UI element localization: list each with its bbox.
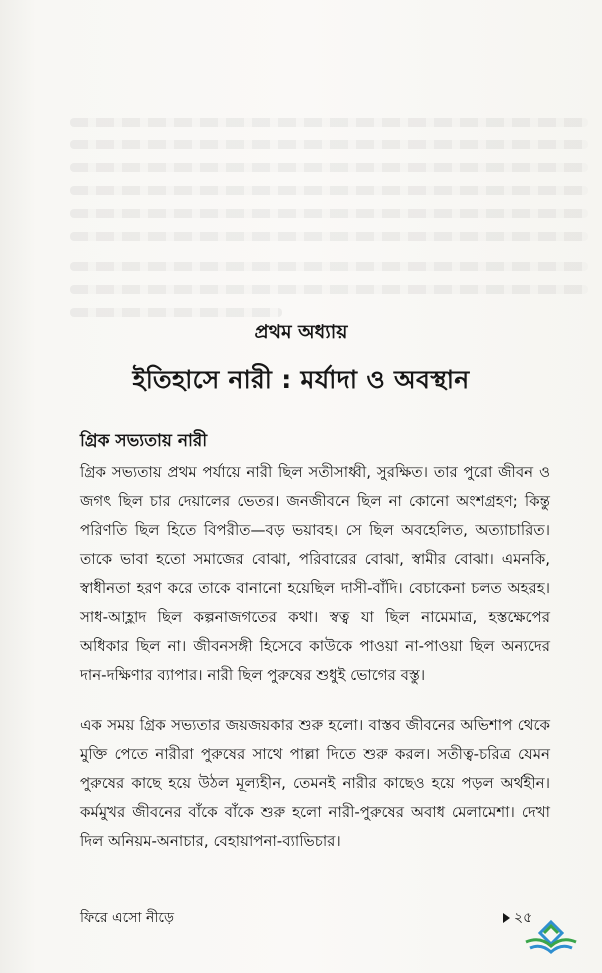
publisher-logo-icon bbox=[522, 918, 580, 958]
running-footer-title: ফিরে এসো নীড়ে bbox=[80, 910, 175, 926]
bleed-through-line bbox=[70, 118, 588, 127]
chapter-label: প্রথম অধ্যায় bbox=[254, 321, 348, 343]
bleed-through-line bbox=[70, 163, 588, 172]
section-heading: গ্রিক সভ্যতায় নারী bbox=[80, 431, 208, 451]
chapter-title: ইতিহাসে নারী : মর্যাদা ও অবস্থান bbox=[132, 365, 470, 394]
page-marker-icon bbox=[503, 913, 510, 923]
bleed-through-line bbox=[70, 262, 588, 271]
body-paragraph: গ্রিক সভ্যতায় প্রথম পর্যায়ে নারী ছিল সতীসাধ্বী, সুরক্ষিত। তার পুরো জীবন ও জগৎ ছিল চার দেয়ালের ভেতর। জনজীবনে ছিল না কোনো অংশগ্রহণ; কিন্তু পরিণতি ছিল হিতে বিপরীত—বড় ভয়াবহ। সে ছিল অবহেলিত, অত্যাচারিত। তাকে ভাবা হতো সমাজের বোঝা, পরিবারের বোঝা, স্বামীর বোঝা। এমনকি, স্বাধীনতা হরণ করে তাকে বানানো হয়েছিল দাসী-বাঁদি। বেচাকেনা চলত অহরহ। সাধ-আহ্লাদ ছিল কল্পনাজগতের কথা। স্বত্ব যা ছিল নামেমাত্র, হস্তক্ষেপের অধিকার ছিল না। জীবনসঙ্গী হিসেবে কাউকে পাওয়া না-পাওয়া ছিল অন্যদের দান-দক্ষিণার ব্যাপার। নারী ছিল পুরুষের শুধুই ভোগের বস্তু। bbox=[80, 463, 550, 684]
bleed-through-line bbox=[70, 209, 588, 218]
bleed-through-line bbox=[70, 140, 588, 149]
bleed-through-line bbox=[70, 232, 588, 241]
bleed-through-line bbox=[70, 285, 588, 294]
body-paragraph: এক সময় গ্রিক সভ্যতার জয়জয়কার শুরু হলো। বাস্তব জীবনের অভিশাপ থেকে মুক্তি পেতে নারীরা পুরুষের সাথে পাল্লা দিতে শুরু করল। সতীত্ব-চরিত্র যেমন পুরুষের কাছে হয়ে উঠল মূল্যহীন, তেমনই নারীর কাছেও হয়ে পড়ল অর্থহীন। কর্মমুখর জীবনের বাঁকে বাঁকে শুরু হলো নারী-পুরুষের অবাধ মেলামেশা। দেখা দিল অনিয়ম-অনাচার, বেহায়াপনা-ব্যাভিচার। bbox=[80, 716, 550, 850]
bleed-through-line bbox=[70, 308, 282, 317]
page-number-value: ২৫ bbox=[514, 910, 533, 926]
bleed-through-line bbox=[70, 186, 588, 195]
